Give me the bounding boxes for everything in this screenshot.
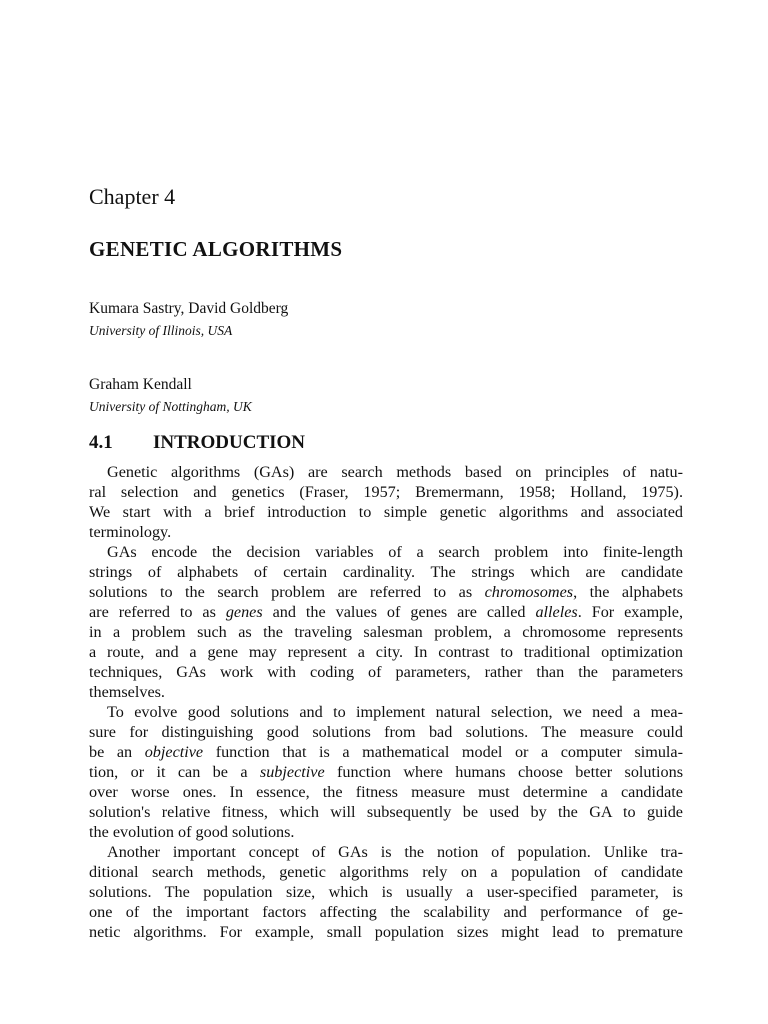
text-segment: , the alphabets xyxy=(573,583,684,601)
text-line: ral selection and genetics (Fraser, 1957; Bremermann, 1958; Holland, 1975). xyxy=(89,483,683,501)
text-line: a route, and a gene may represent a city. In contrast to traditional optimization xyxy=(89,643,683,661)
text-line: the evolution of good solutions. xyxy=(89,823,295,841)
section-number: 4.1 xyxy=(89,432,113,453)
text-line: in a problem such as the traveling salesman problem, a chromosome represents xyxy=(89,623,683,641)
text-line: solutions. The population size, which is usually a user-specified parameter, is xyxy=(89,883,683,901)
text-segment: solutions to the search problem are referred to as xyxy=(89,583,485,601)
text-line: themselves. xyxy=(89,683,165,701)
text-line xyxy=(89,742,683,762)
section-heading xyxy=(89,432,305,454)
text-line: over worse ones. In essence, the fitness measure must determine a candidate xyxy=(89,783,683,801)
text-segment: be an xyxy=(89,743,145,761)
body-text xyxy=(89,462,683,942)
text-line: ditional search methods, genetic algorithms rely on a population of candidate xyxy=(89,863,683,881)
text-line: sure for distinguishing good solutions from bad solutions. The measure could xyxy=(89,723,683,741)
italic-term: chromosomes xyxy=(484,583,574,601)
chapter-title: GENETIC ALGORITHMS xyxy=(89,237,343,261)
text-segment: tion, or it can be a xyxy=(89,763,260,781)
author-affiliation-2: University of Nottingham, UK xyxy=(89,399,252,414)
text-line xyxy=(89,582,683,602)
text-line: techniques, GAs work with coding of parameters, rather than the parameters xyxy=(89,663,683,681)
text-segment: . For example, xyxy=(577,603,683,621)
text-line xyxy=(89,602,683,622)
italic-term: subjective xyxy=(259,763,325,781)
text-line: terminology. xyxy=(89,523,172,541)
text-line: We start with a brief introduction to simple genetic algorithms and associated xyxy=(89,503,683,521)
italic-term: objective xyxy=(144,743,204,761)
italic-term: alleles xyxy=(535,603,578,621)
section-title: INTRODUCTION xyxy=(153,432,306,453)
text-line: netic algorithms. For example, small population sizes might lead to premature xyxy=(89,923,683,941)
chapter-label: Chapter 4 xyxy=(89,184,176,209)
text-line: Another important concept of GAs is the notion of population. Unlike tra- xyxy=(107,843,683,861)
text-segment: are referred to as xyxy=(89,603,226,621)
text-line: one of the important factors affecting the scalability and performance of ge- xyxy=(89,903,683,921)
text-line: solution's relative fitness, which will subsequently be used by the GA to guide xyxy=(89,803,683,821)
italic-term: genes xyxy=(225,603,263,621)
text-segment: function that is a mathematical model or a computer simula- xyxy=(203,743,683,761)
text-line: Genetic algorithms (GAs) are search methods based on principles of natu- xyxy=(107,463,683,481)
text-segment: and the values of genes are called xyxy=(262,603,536,621)
author-names-1: Kumara Sastry, David Goldberg xyxy=(89,300,289,317)
text-line: GAs encode the decision variables of a search problem into finite-length xyxy=(107,543,683,561)
text-line: To evolve good solutions and to implement natural selection, we need a mea- xyxy=(107,703,683,721)
author-names-2: Graham Kendall xyxy=(89,376,192,393)
text-segment: function where humans choose better solutions xyxy=(324,763,683,781)
author-affiliation-1: University of Illinois, USA xyxy=(89,323,233,338)
text-line xyxy=(89,762,683,782)
text-line: strings of alphabets of certain cardinality. The strings which are candidate xyxy=(89,563,683,581)
